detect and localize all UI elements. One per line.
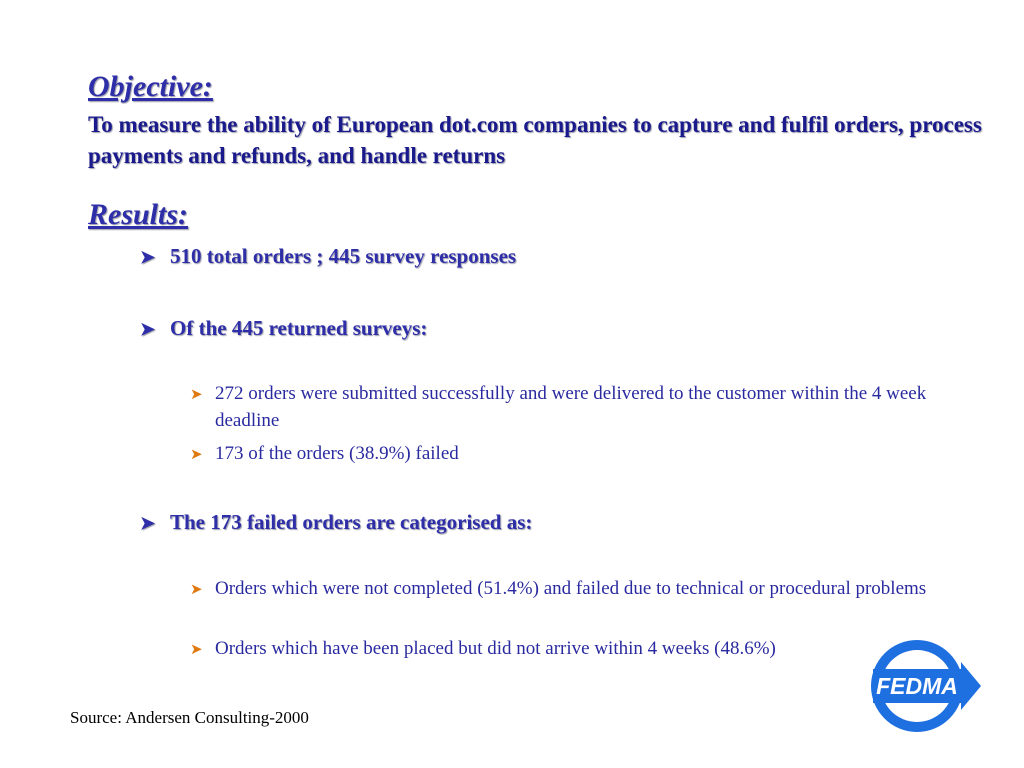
- arrow-bullet-icon: ➤: [190, 582, 203, 598]
- results-item-categorised: [140, 509, 532, 536]
- results-subitem-delivered: [190, 380, 995, 434]
- arrow-bullet-icon: ➤: [190, 447, 203, 463]
- arrow-bullet-icon: ➤: [140, 247, 156, 267]
- fedma-logo: [865, 636, 985, 736]
- results-item-label: 510 total orders ; 445 survey responses: [170, 244, 517, 268]
- results-subitem-label: Orders which were not completed (51.4%) and failed due to technical or procedural problems: [215, 578, 927, 599]
- arrow-bullet-icon: ➤: [190, 642, 203, 658]
- objective-heading: Objective:: [88, 70, 213, 103]
- results-item-total-orders: [140, 243, 516, 270]
- results-item-label: Of the 445 returned surveys:: [170, 316, 428, 340]
- results-subitem-not-completed: [190, 575, 995, 604]
- arrow-bullet-icon: ➤: [190, 387, 203, 403]
- results-subitem-label: Orders which have been placed but did not arrive within 4 weeks (48.6%): [215, 638, 776, 659]
- results-subitem-failed: [190, 440, 995, 469]
- objective-text: To measure the ability of European dot.com companies to capture and fulfil orders, process payments and refunds, and handle returns: [88, 112, 982, 168]
- source-citation: Source: Andersen Consulting-2000: [70, 708, 309, 727]
- logo-text: FEDMA: [876, 673, 958, 699]
- results-item-returned-surveys: [140, 315, 427, 342]
- results-subitem-label: 272 orders were submitted successfully and were delivered to the customer within the 4 week deadline: [215, 383, 927, 431]
- results-subitem-label: 173 of the orders (38.9%) failed: [215, 443, 459, 464]
- fedma-logo-icon: [865, 636, 985, 736]
- results-item-label: The 173 failed orders are categorised as:: [170, 510, 533, 534]
- results-heading: Results:: [88, 198, 189, 231]
- arrow-bullet-icon: ➤: [140, 513, 156, 533]
- arrow-bullet-icon: ➤: [140, 319, 156, 339]
